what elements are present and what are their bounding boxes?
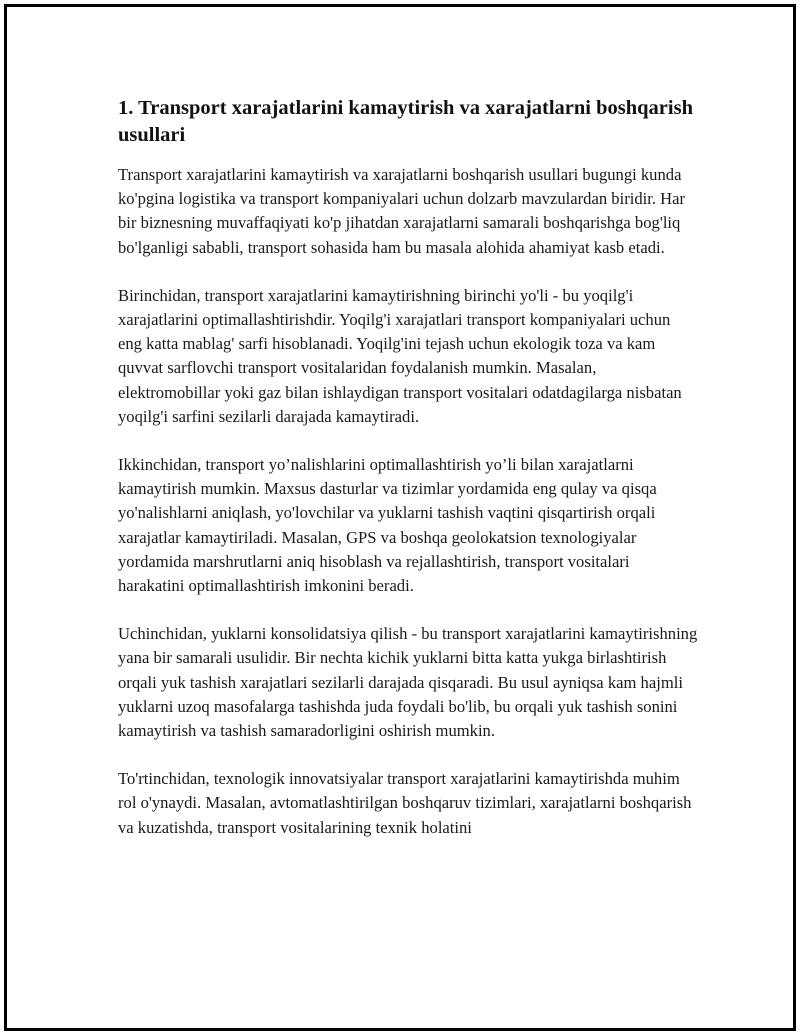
paragraph-first: Birinchidan, transport xarajatlarini kamaytirishning birinchi yo'li - bu yoqilg'i xarajatlarini optimallashtirishdir. Yoqilg'i xarajatlari transport kompaniyalari uchun eng katta mablag' sarfi hisoblanadi. Yoqilg'ini tejash uchun ekologik toza va kam quvvat sarflovchi transport vositalaridan foydalanish mumkin. Masalan, elektromobillar yoki gaz bilan ishlaydigan transport vositalari odatdagilarga nisbatan yoqilg'i sarfini sezilarli darajada kamaytiradi. bbox=[118, 285, 682, 426]
section-heading: 1. Transport xarajatlarini kamaytirish va xarajatlarni boshqarish usullari bbox=[118, 97, 693, 146]
paragraph-third: Uchinchidan, yuklarni konsolidatsiya qilish - bu transport xarajatlarini kamaytirishning yana bir samarali usulidir. Bir nechta kichik yuklarni bitta katta yukga birlashtirish orqali yuk tashish xarajatlari sezilarli darajada qisqaradi. Bu usul ayniqsa kam hajmli yuklarni uzoq masofalarga tashishda juda foydali bo'lib, bu orqali yuk tashish sonini kamaytirish va tashish samaradorligini oshirish mumkin. bbox=[118, 624, 698, 741]
paragraph-second: Ikkinchidan, transport yo’nalishlarini optimallashtirish yo’li bilan xarajatlarni kamaytirish mumkin. Maxsus dasturlar va tizimlar yordamida eng qulay va qisqa yo'nalishlarni aniqlash, yo'lovchilar va yuklarni tashish vaqtini qisqartirish orqali xarajatlar kamaytiriladi. Masalan, GPS va boshqa geolokatsion texnologiyalar yordamida marshrutlarni aniq hisoblash va rejallashtirish, transport vositalari harakatini optimallashtirish imkonini beradi. bbox=[118, 455, 657, 596]
paragraph-fourth: To'rtinchidan, texnologik innovatsiyalar transport xarajatlarini kamaytirishda muhim rol o'ynaydi. Masalan, avtomatlashtirilgan boshqaruv tizimlari, xarajatlarni boshqarish va kuzatishda, transport vositalarining texnik holatini bbox=[118, 769, 692, 837]
paragraph-intro: Transport xarajatlarini kamaytirish va xarajatlarni boshqarish usullari bugungi kunda ko'pgina logistika va transport kompaniyalari uchun dolzarb mavzulardan biridir. Har bir biznesning muvaffaqiyati ko'p jihatdan xarajatlarni samarali boshqarishga bog'liq bo'lganligi sababli, transport sohasida ham bu masala alohida ahamiyat kasb etadi. bbox=[118, 165, 686, 257]
document-content bbox=[118, 95, 698, 864]
